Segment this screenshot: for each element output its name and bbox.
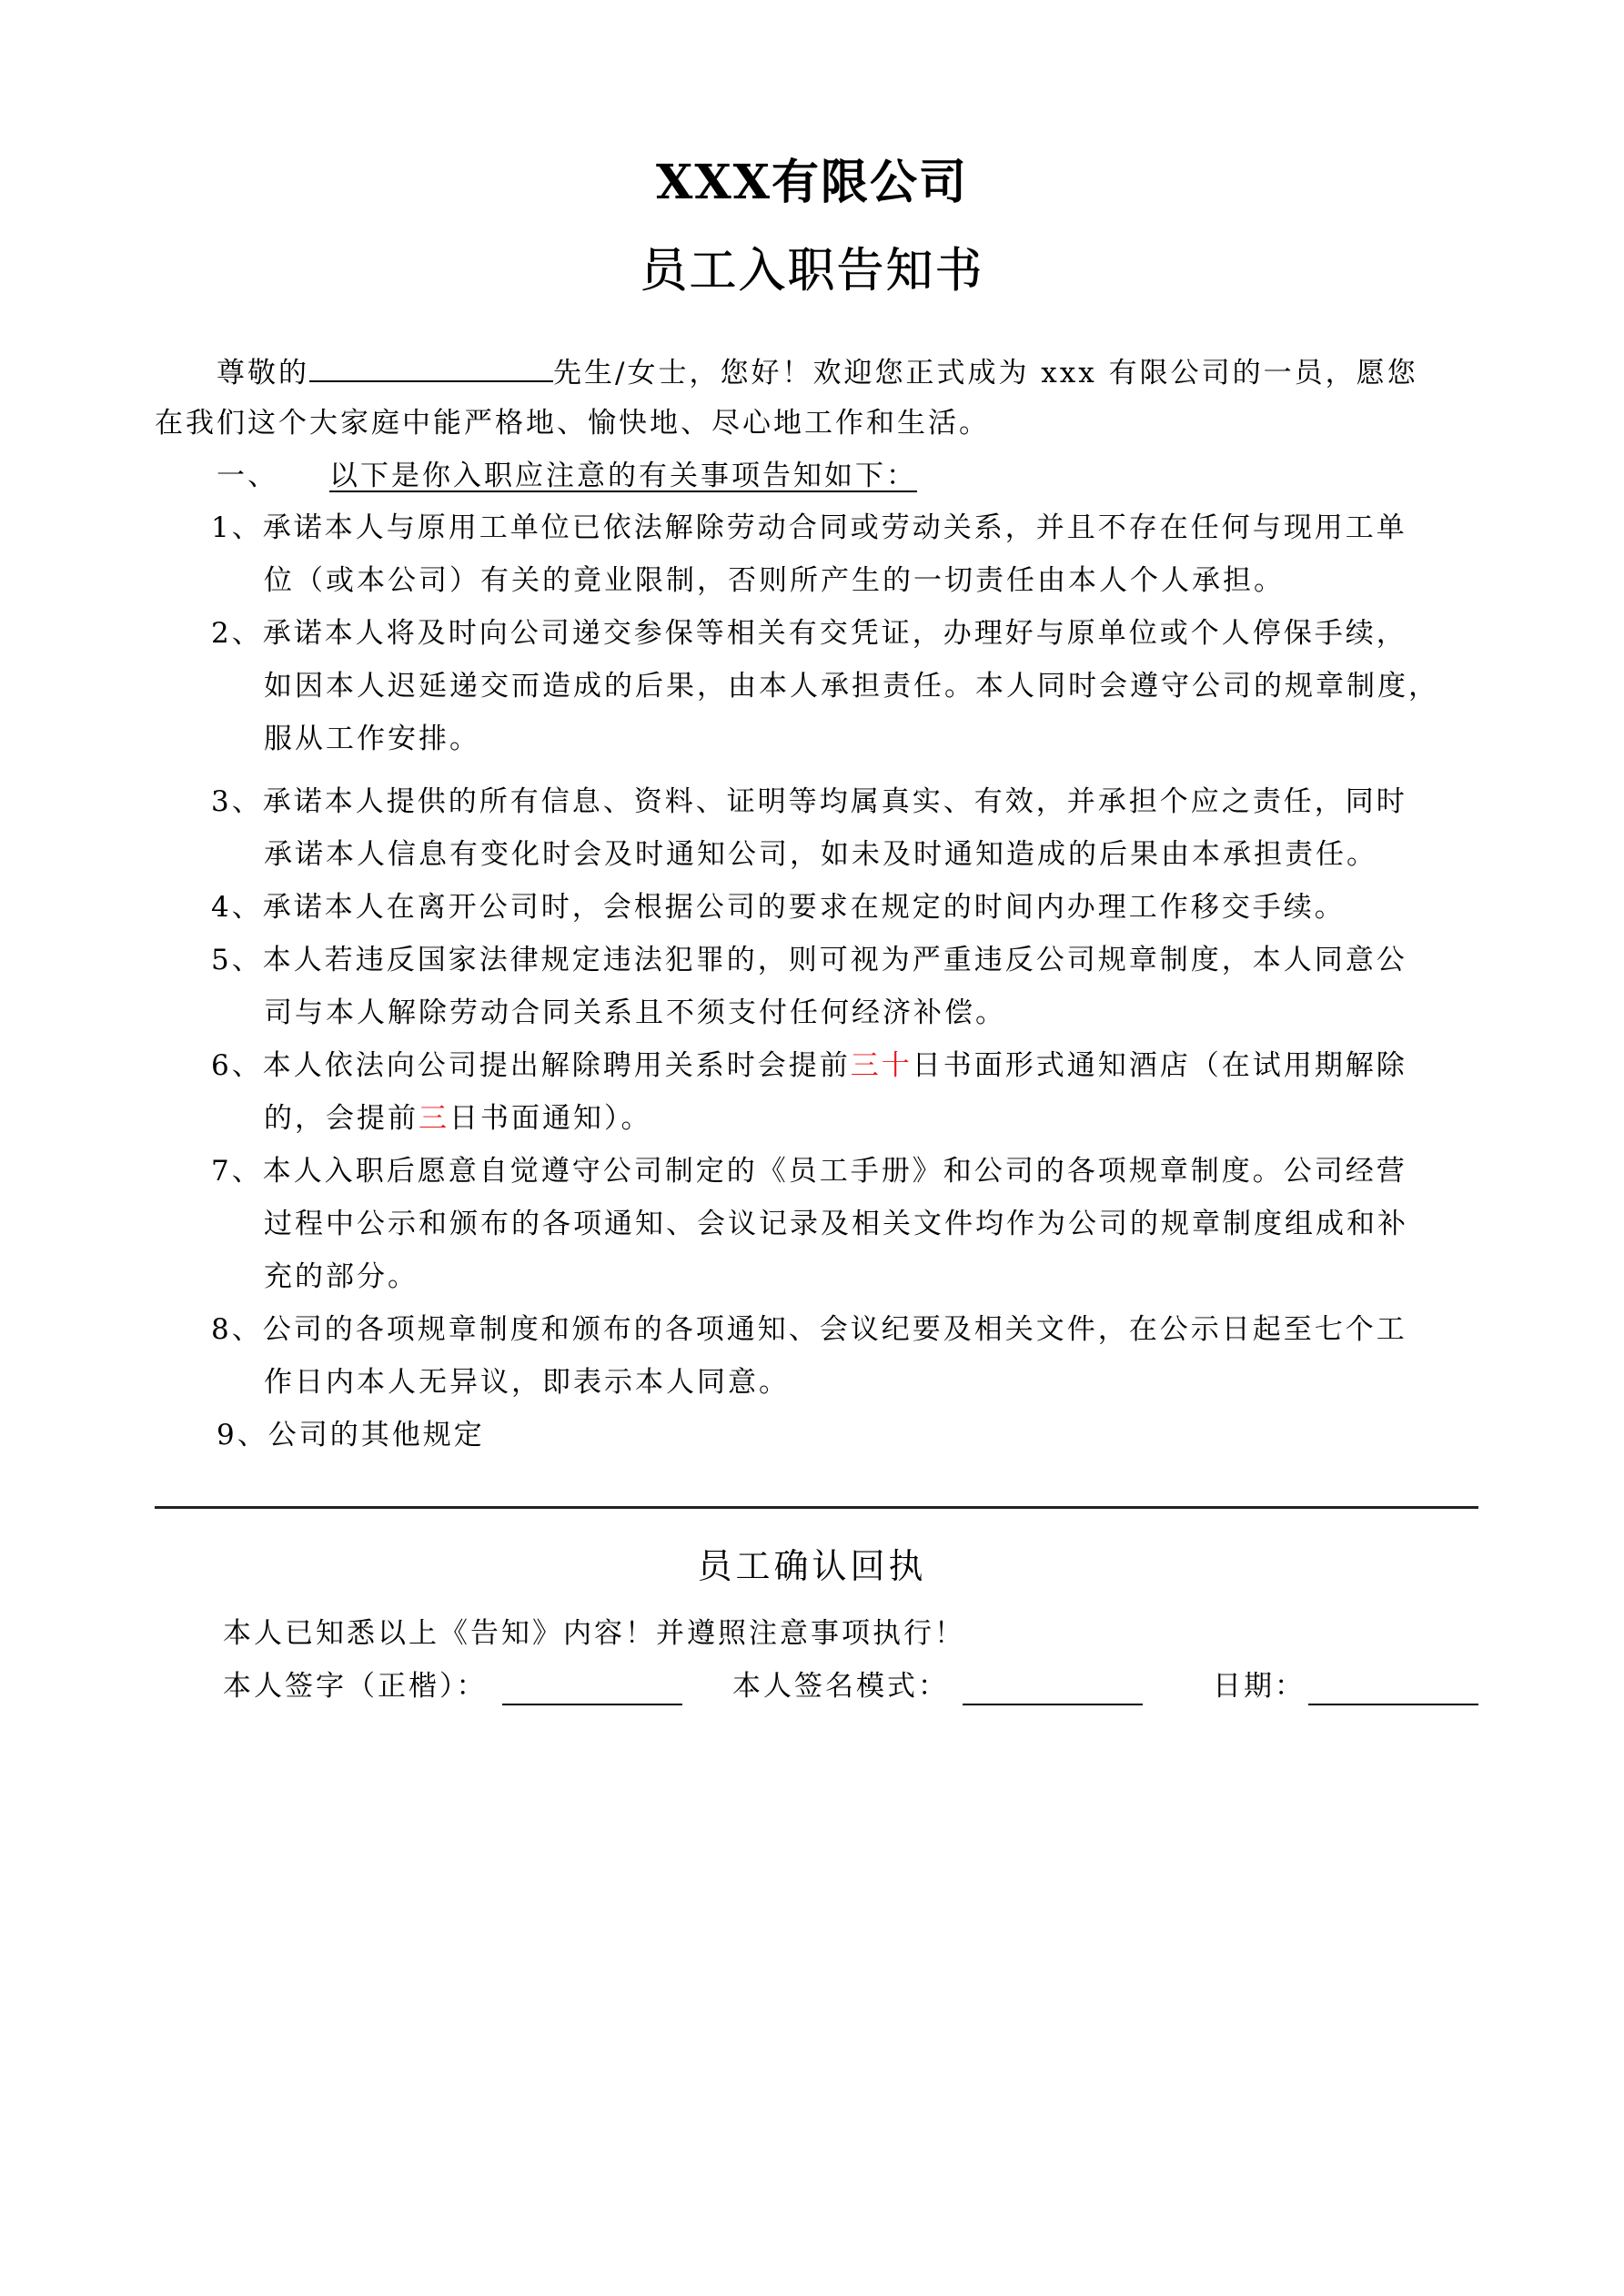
signature-style-label: 本人签名模式： xyxy=(732,1670,949,1703)
greeting-line-2: 在我们这个大家庭中能严格地、愉快地、尽心地工作和生活。 xyxy=(155,407,990,440)
item-8-line-2: 作日内本人无异议，即表示本人同意。 xyxy=(264,1366,790,1399)
item-6-highlight-thirty: 三十 xyxy=(850,1049,913,1082)
greeting-suffix: 先生/女士，您好！欢迎您正式成为 xxx 有限公司的一员，愿您 xyxy=(553,357,1418,389)
item-2-line-3: 服从工作安排。 xyxy=(264,723,480,755)
section-number: 一、 xyxy=(217,460,278,492)
section-divider xyxy=(155,1506,1478,1509)
item-6-text-a: 6、本人依法向公司提出解除聘用关系时会提前 xyxy=(211,1049,851,1082)
section-heading: 以下是你入职应注意的有关事项告知如下： xyxy=(329,460,917,492)
name-blank-field[interactable] xyxy=(309,353,553,382)
item-7-line-2: 过程中公示和颁布的各项通知、会议记录及相关文件均作为公司的规章制度组成和补 xyxy=(264,1208,1408,1240)
signature-style-field[interactable] xyxy=(963,1704,1143,1705)
greeting-line-1 xyxy=(217,353,1418,391)
signature-label: 本人签字（正楷）： xyxy=(223,1670,488,1703)
item-2-line-1: 2、承诺本人将及时向公司递交参保等相关有交凭证，办理好与原单位或个人停保手续， xyxy=(211,617,1407,650)
item-1-line-1: 1、承诺本人与原用工单位已依法解除劳动合同或劳动关系，并且不存在任何与现用工单 xyxy=(211,511,1407,544)
item-9-line-1: 9、公司的其他规定 xyxy=(217,1419,485,1451)
item-5-line-1: 5、本人若违反国家法律规定违法犯罪的，则可视为严重违反公司规章制度，本人同意公 xyxy=(211,944,1407,976)
item-7-line-1: 7、本人入职后愿意自觉遵守公司制定的《员工手册》和公司的各项规章制度。公司经营 xyxy=(211,1155,1407,1188)
item-3-line-1: 3、承诺本人提供的所有信息、资料、证明等均属真实、有效，并承担个应之责任，同时 xyxy=(211,785,1407,818)
greeting-prefix: 尊敬的 xyxy=(217,357,309,389)
item-6-line-1 xyxy=(211,1047,1407,1084)
item-6-line-2 xyxy=(264,1100,652,1137)
receipt-statement: 本人已知悉以上《告知》内容！并遵照注意事项执行！ xyxy=(223,1617,965,1650)
signature-field[interactable] xyxy=(502,1704,682,1705)
item-4-line-1: 4、承诺本人在离开公司时，会根据公司的要求在规定的时间内办理工作移交手续。 xyxy=(211,891,1346,924)
item-1-line-2: 位（或本公司）有关的竟业限制，否则所产生的一切责任由本人个人承担。 xyxy=(264,564,1285,597)
item-2-line-2: 如因本人迟延递交而造成的后果，由本人承担责任。本人同时会遵守公司的规章制度， xyxy=(264,670,1439,703)
date-label: 日期： xyxy=(1213,1670,1306,1703)
document-title: 员工入职告知书 xyxy=(640,244,984,298)
item-3-line-2: 承诺本人信息有变化时会及时通知公司，如未及时通知造成的后果由本承担责任。 xyxy=(264,838,1377,871)
item-5-line-2: 司与本人解除劳动合同关系且不须支付任何经济补偿。 xyxy=(264,996,1006,1029)
date-field[interactable] xyxy=(1308,1704,1478,1705)
item-6-text-c: 的，会提前 xyxy=(264,1102,419,1135)
item-6-highlight-three: 三 xyxy=(419,1102,449,1135)
receipt-title: 员工确认回执 xyxy=(697,1546,927,1586)
item-7-line-3: 充的部分。 xyxy=(264,1260,419,1293)
company-name: XXX有限公司 xyxy=(655,155,969,210)
item-6-text-d: 日书面通知）。 xyxy=(449,1102,652,1135)
item-8-line-1: 8、公司的各项规章制度和颁布的各项通知、会议纪要及相关文件，在公示日起至七个工 xyxy=(211,1313,1407,1346)
item-6-text-b: 日书面形式通知酒店（在试用期解除 xyxy=(912,1049,1407,1082)
